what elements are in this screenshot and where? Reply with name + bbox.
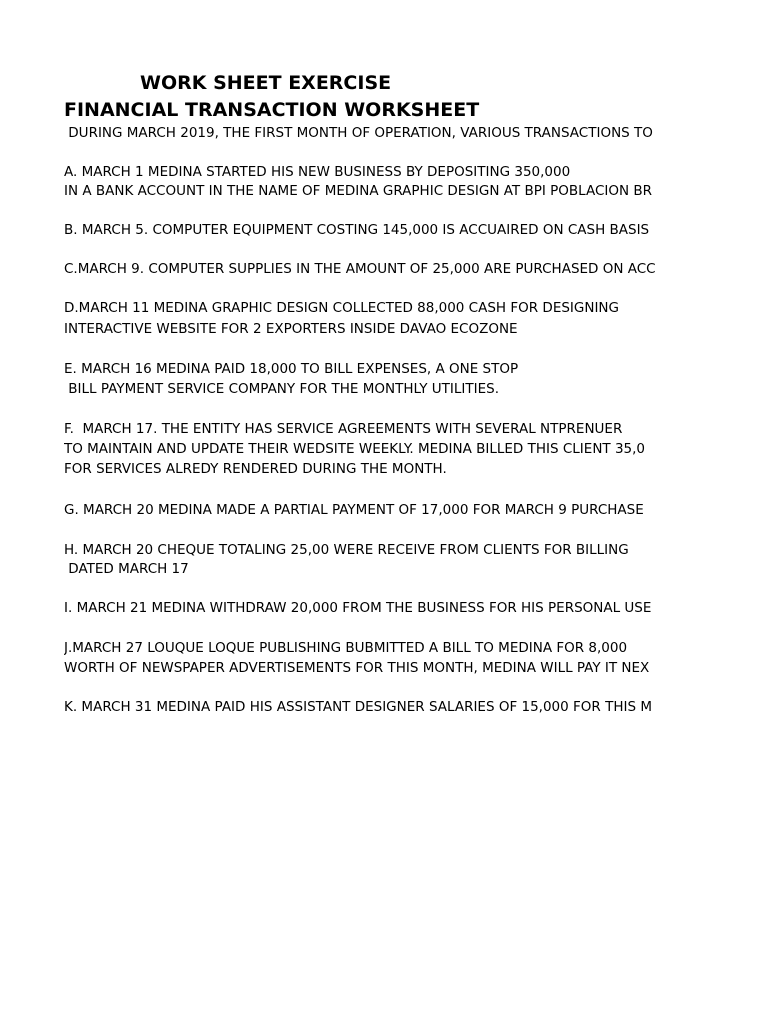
transaction-h-line-1: H. MARCH 20 CHEQUE TOTALING 25,00 WERE RECEIVE FROM CLIENTS FOR BILLING: [64, 542, 629, 558]
worksheet-page: [64, 0, 662, 1024]
transaction-e-line-1: E. MARCH 16 MEDINA PAID 18,000 TO BILL EXPENSES, A ONE STOP: [64, 361, 519, 377]
transaction-k-line-1: K. MARCH 31 MEDINA PAID HIS ASSISTANT DESIGNER SALARIES OF 15,000 FOR THIS M: [64, 699, 652, 715]
transaction-b-line-1: B. MARCH 5. COMPUTER EQUIPMENT COSTING 145,000 IS ACCUAIRED ON CASH BASIS: [64, 222, 650, 238]
transaction-f-line-2: TO MAINTAIN AND UPDATE THEIR WEDSITE WEEKLY. MEDINA BILLED THIS CLIENT 35,0: [64, 441, 646, 457]
transaction-f-line-1: F. MARCH 17. THE ENTITY HAS SERVICE AGREEMENTS WITH SEVERAL NTPRENUER: [64, 421, 623, 437]
transaction-f-line-3: FOR SERVICES ALREDY RENDERED DURING THE MONTH.: [64, 461, 447, 477]
transaction-j-line-2: WORTH OF NEWSPAPER ADVERTISEMENTS FOR THIS MONTH, MEDINA WILL PAY IT NEX: [64, 660, 650, 676]
transaction-j-line-1: J.MARCH 27 LOUQUE LOQUE PUBLISHING BUBMITTED A BILL TO MEDINA FOR 8,000: [64, 640, 628, 656]
transaction-h-line-2: DATED MARCH 17: [64, 561, 189, 577]
transaction-e-line-2: BILL PAYMENT SERVICE COMPANY FOR THE MONTHLY UTILITIES.: [64, 381, 499, 397]
transaction-d-line-1: D.MARCH 11 MEDINA GRAPHIC DESIGN COLLECTED 88,000 CASH FOR DESIGNING: [64, 300, 619, 316]
intro-text: DURING MARCH 2019, THE FIRST MONTH OF OPERATION, VARIOUS TRANSACTIONS TO: [64, 125, 653, 141]
transaction-d-line-2: INTERACTIVE WEBSITE FOR 2 EXPORTERS INSIDE DAVAO ECOZONE: [64, 321, 518, 337]
transaction-c-line-1: C.MARCH 9. COMPUTER SUPPLIES IN THE AMOUNT OF 25,000 ARE PURCHASED ON ACC: [64, 261, 656, 277]
transaction-g-line-1: G. MARCH 20 MEDINA MADE A PARTIAL PAYMENT OF 17,000 FOR MARCH 9 PURCHASE: [64, 502, 644, 518]
worksheet-subtitle: FINANCIAL TRANSACTION WORKSHEET: [64, 99, 480, 121]
transaction-i-line-1: I. MARCH 21 MEDINA WITHDRAW 20,000 FROM THE BUSINESS FOR HIS PERSONAL USE: [64, 600, 652, 616]
worksheet-title: WORK SHEET EXERCISE: [140, 72, 392, 94]
transaction-a-line-1: A. MARCH 1 MEDINA STARTED HIS NEW BUSINESS BY DEPOSITING 350,000: [64, 164, 571, 180]
transaction-a-line-2: IN A BANK ACCOUNT IN THE NAME OF MEDINA GRAPHIC DESIGN AT BPI POBLACION BR: [64, 183, 653, 199]
